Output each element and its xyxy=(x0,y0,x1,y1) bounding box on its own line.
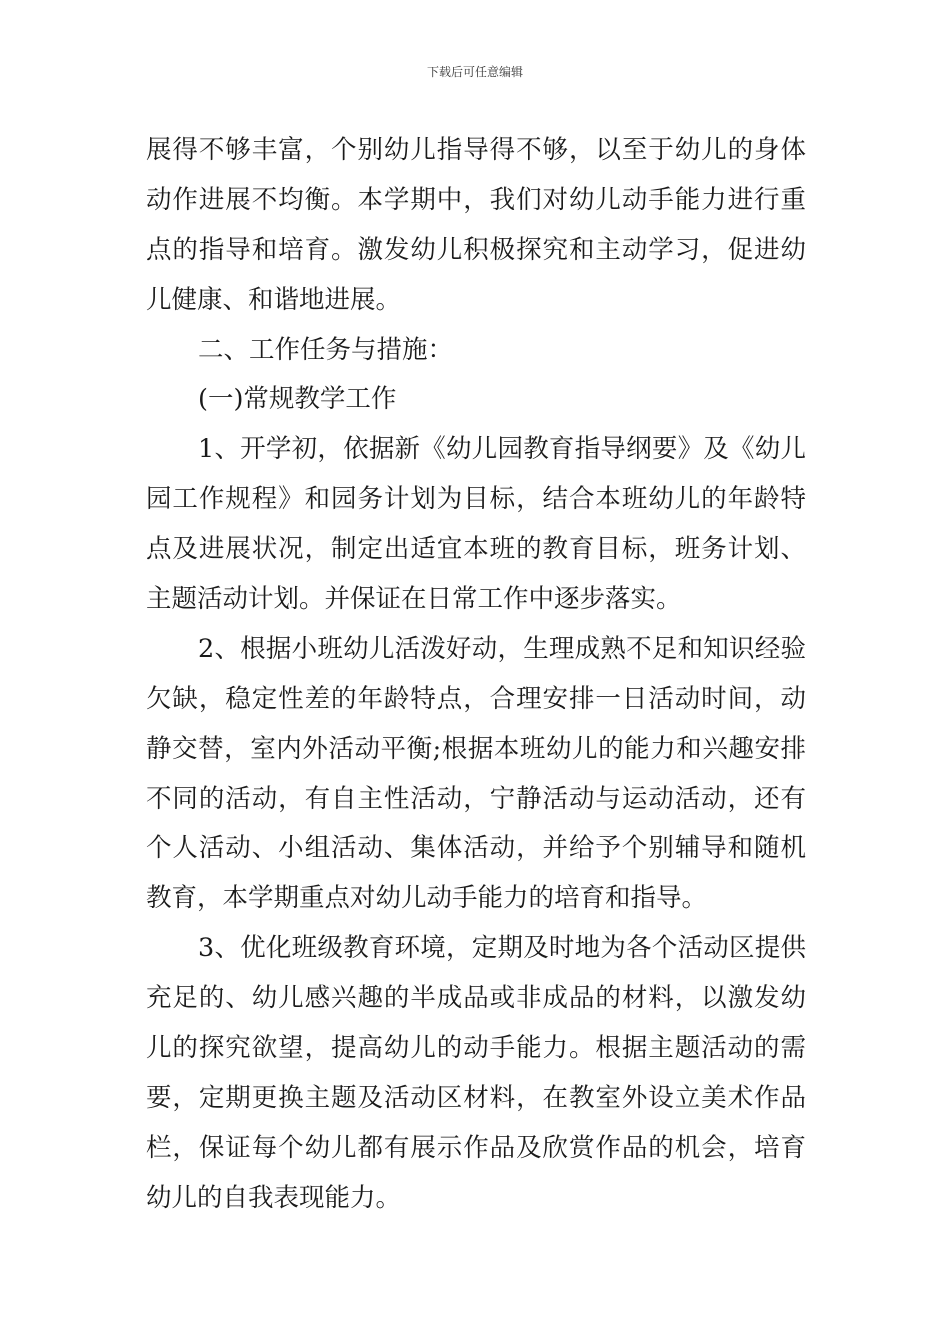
paragraph-line: 要，定期更换主题及活动区材料，在教室外设立美术作品 xyxy=(146,1082,806,1113)
paragraph-line: 二、工作任务与措施： xyxy=(198,334,454,365)
paragraph-line: 园工作规程》和园务计划为目标，结合本班幼儿的年龄特 xyxy=(146,484,806,515)
paragraph xyxy=(146,375,806,425)
paragraph-line: 不同的活动，有自主性活动，宁静活动与运动活动，还有 xyxy=(146,783,806,814)
paragraph-line: 点的指导和培育。激发幼儿积极探究和主动学习，促进幼 xyxy=(146,234,806,265)
paragraph-line: 欠缺，稳定性差的年龄特点，合理安排一日活动时间，动 xyxy=(146,683,806,714)
paragraph xyxy=(146,425,806,625)
paragraph-line: 展得不够丰富，个别幼儿指导得不够，以至于幼儿的身体 xyxy=(146,135,806,165)
paragraph-line: 主题活动计划。并保证在日常工作中逐步落实。 xyxy=(146,584,682,615)
paragraph xyxy=(146,326,806,376)
paragraph-line: 幼儿的自我表现能力。 xyxy=(146,1182,402,1213)
paragraph xyxy=(146,126,806,326)
paragraph-line: 点及进展状况，制定出适宜本班的教育目标，班务计划、 xyxy=(146,534,806,565)
document-body xyxy=(146,126,806,1224)
paragraph-line: 3、优化班级教育环境，定期及时地为各个活动区提供 xyxy=(198,933,806,964)
paragraph-line: (一)常规教学工作 xyxy=(198,384,397,415)
paragraph-line: 教育，本学期重点对幼儿动手能力的培育和指导。 xyxy=(146,883,708,914)
paragraph-line: 个人活动、小组活动、集体活动，并给予个别辅导和随机 xyxy=(146,833,806,864)
paragraph-line: 儿健康、和谐地进展。 xyxy=(146,284,402,315)
page-header: 下载后可任意编辑 xyxy=(426,65,523,79)
paragraph xyxy=(146,924,806,1223)
paragraph-line: 2、根据小班幼儿活泼好动，生理成熟不足和知识经验 xyxy=(198,633,806,664)
paragraph-line: 动作进展不均衡。本学期中，我们对幼儿动手能力进行重 xyxy=(146,184,806,215)
paragraph-line: 充足的、幼儿感兴趣的半成品或非成品的材料，以激发幼 xyxy=(146,983,806,1014)
paragraph-line: 儿的探究欲望，提高幼儿的动手能力。根据主题活动的需 xyxy=(146,1033,806,1064)
paragraph-line: 1、开学初，依据新《幼儿园教育指导纲要》及《幼儿 xyxy=(198,434,806,465)
paragraph-line: 栏，保证每个幼儿都有展示作品及欣赏作品的机会，培育 xyxy=(146,1132,806,1163)
paragraph-line: 静交替，室内外活动平衡;根据本班幼儿的能力和兴趣安排 xyxy=(146,733,806,764)
paragraph xyxy=(146,625,806,924)
